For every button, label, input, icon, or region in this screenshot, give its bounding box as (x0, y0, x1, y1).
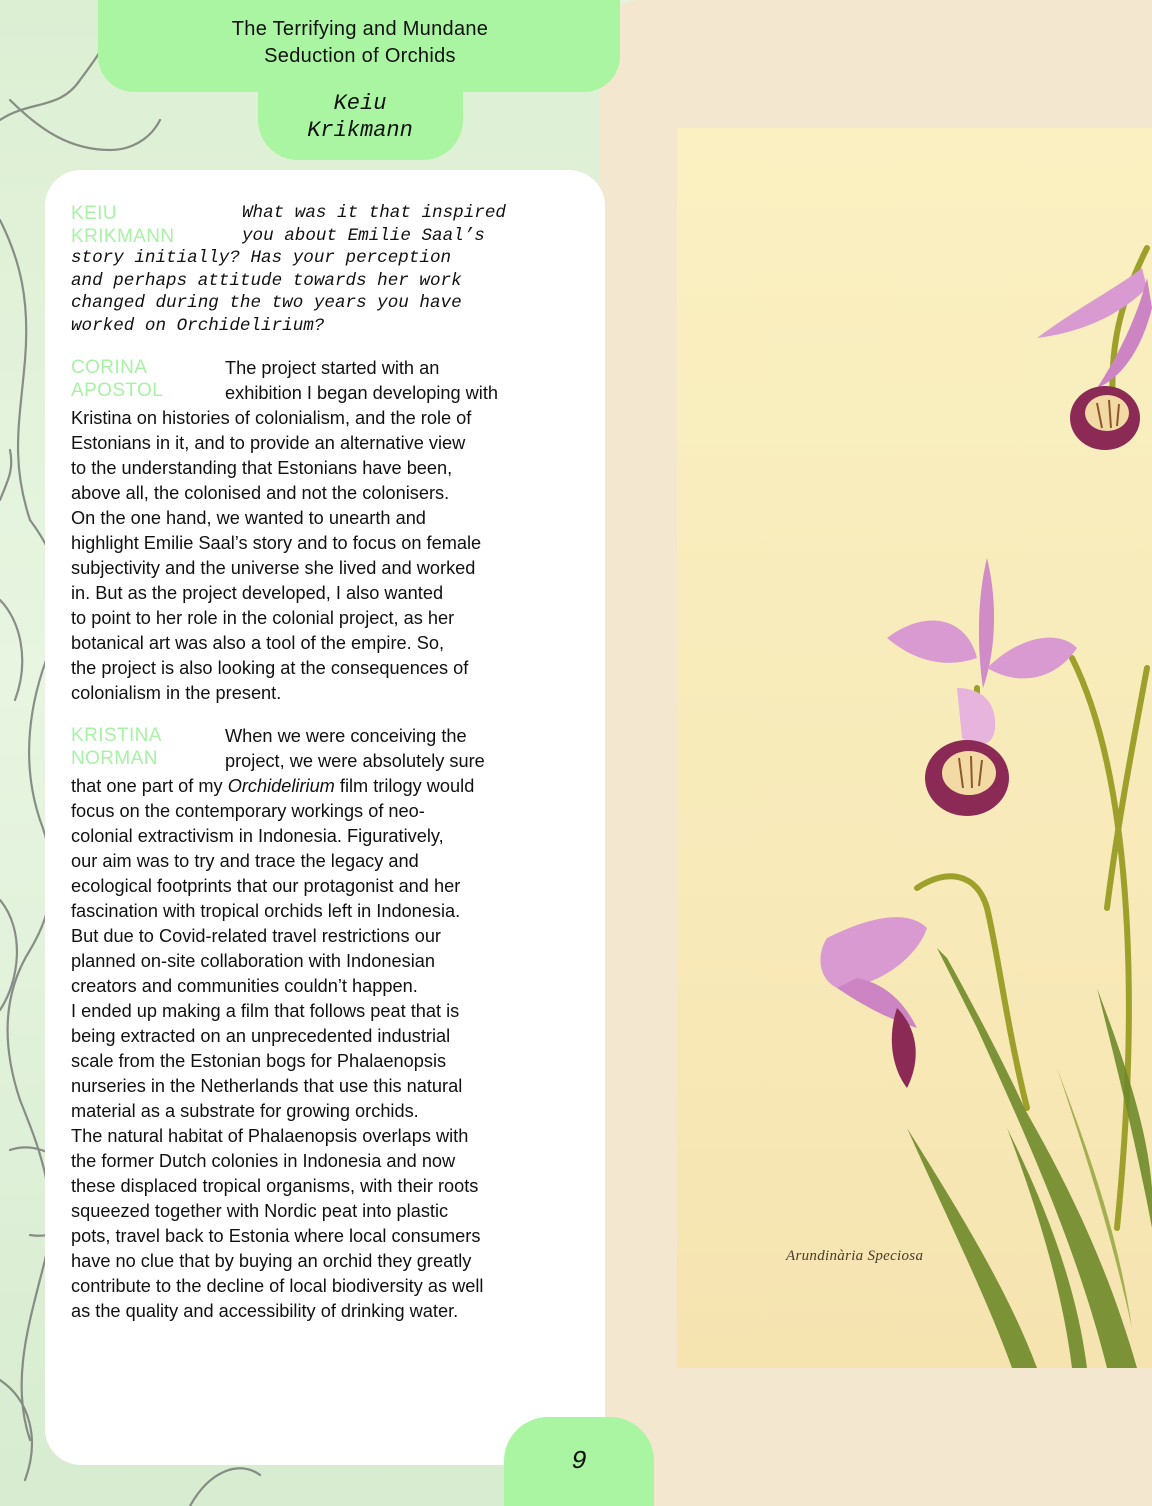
text-line: these displaced tropical organisms, with their roots (71, 1176, 479, 1196)
speaker-name: CORINA (71, 357, 148, 378)
text-line: being extracted on an unprecedented industrial (71, 1026, 451, 1046)
text-line: worked on Orchidelirium? (71, 315, 325, 336)
author-line: Krikmann (307, 118, 413, 143)
text-line: highlight Emilie Saal’s story and to focus on female (71, 533, 482, 553)
article-title (150, 16, 570, 70)
speaker-name: KRIKMANN (71, 226, 175, 247)
text-line: What was it that inspired (242, 203, 506, 223)
text-line: colonialism in the present. (71, 683, 282, 703)
text-line: the former Dutch colonies in Indonesia and now (71, 1151, 456, 1171)
orchid-illustration (677, 128, 1152, 1368)
text-line: creators and communities couldn’t happen. (71, 976, 418, 996)
plate-caption: Arundinària Speciosa (786, 1248, 924, 1264)
text-line: Estonians in it, and to provide an alternative view (71, 433, 466, 453)
text-line: project, we were absolutely sure (225, 751, 485, 771)
text-line: in. But as the project developed, I also wanted (71, 583, 444, 603)
article-author (262, 90, 458, 144)
text-line: scale from the Estonian bogs for Phalaenopsis (71, 1051, 447, 1071)
text-line: botanical art was also a tool of the empire. So, (71, 633, 445, 653)
text-line: as the quality and accessibility of drinking water. (71, 1301, 459, 1321)
text-line: that one part of my (71, 776, 228, 796)
title-line: The Terrifying and Mundane (231, 18, 489, 40)
text-line: On the one hand, we wanted to unearth and (71, 508, 426, 528)
text-line: the project is also looking at the consequences of (71, 658, 469, 678)
page-number: 9 (571, 1446, 587, 1476)
speaker-name: APOSTOL (71, 380, 164, 401)
text-line: But due to Covid-related travel restrictions our (71, 926, 441, 946)
film-title: Orchidelirium (227, 776, 335, 796)
answer-block (71, 724, 561, 1324)
text-line: to point to her role in the colonial project, as her (71, 608, 455, 628)
text-line: our aim was to try and trace the legacy and (71, 851, 419, 871)
answer-block (71, 356, 561, 706)
text-line: and perhaps attitude towards her work (71, 270, 462, 291)
text-line: focus on the contemporary workings of neo- (71, 801, 425, 821)
speaker-name: KEIU (71, 203, 117, 224)
text-line: nurseries in the Netherlands that use this natural (71, 1076, 463, 1096)
question-block (71, 202, 561, 338)
text-line: The project started with an (225, 358, 440, 378)
text-line: you about Emilie Saal’s (242, 225, 485, 246)
text-line: story initially? Has your perception (71, 248, 452, 269)
text-line: I ended up making a film that follows peat that is (71, 1001, 460, 1021)
text-line: fascination with tropical orchids left in Indonesia. (71, 901, 461, 921)
text-line: film trilogy would (334, 776, 475, 796)
text-line: Kristina on histories of colonialism, and the role of (71, 408, 472, 428)
text-line: exhibition I began developing with (225, 383, 499, 403)
text-line: When we were conceiving the (225, 726, 467, 746)
text-line: squeezed together with Nordic peat into plastic (71, 1201, 449, 1221)
author-line: Keiu (333, 91, 387, 116)
text-line: colonial extractivism in Indonesia. Figuratively, (71, 826, 444, 846)
title-line: Seduction of Orchids (264, 45, 456, 67)
text-line: ecological footprints that our protagonist and her (71, 876, 461, 896)
text-line: material as a substrate for growing orchids. (71, 1101, 419, 1121)
text-line: subjectivity and the universe she lived and worked (71, 558, 476, 578)
text-line: The natural habitat of Phalaenopsis overlaps with (71, 1126, 469, 1146)
text-line: changed during the two years you have (71, 293, 462, 314)
text-line: have no clue that by buying an orchid they greatly (71, 1251, 472, 1271)
speaker-name: KRISTINA (71, 725, 162, 746)
text-line: to the understanding that Estonians have been, (71, 458, 453, 478)
text-line: contribute to the decline of local biodiversity as well (71, 1276, 484, 1296)
text-line: pots, travel back to Estonia where local consumers (71, 1226, 481, 1246)
text-line: planned on-site collaboration with Indonesian (71, 951, 435, 971)
speaker-name: NORMAN (71, 748, 158, 769)
text-line: above all, the colonised and not the colonisers. (71, 483, 450, 503)
